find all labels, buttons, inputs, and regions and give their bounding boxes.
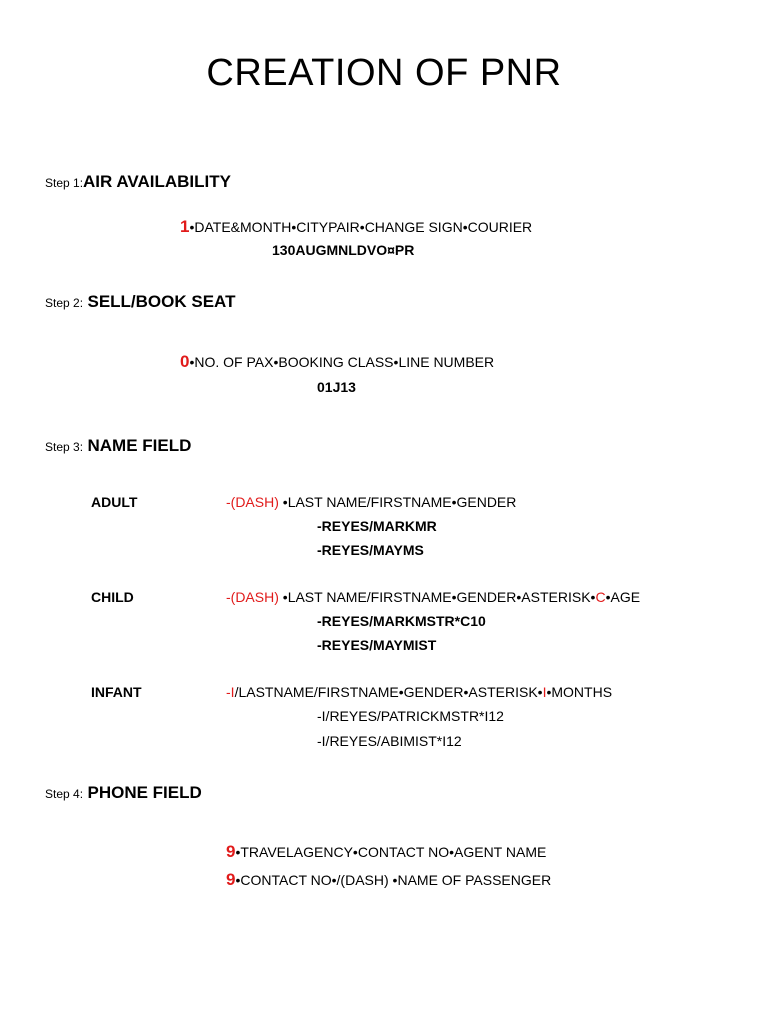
step-2-heading <box>45 292 235 312</box>
step-4-heading <box>45 783 202 803</box>
infant-example: -I/REYES/ABIMIST*I12 <box>317 733 462 749</box>
adult-example: -REYES/MARKMR <box>317 518 437 534</box>
step-1-example: 130AUGMNLDVO¤PR <box>272 242 415 258</box>
command-code: 9 <box>226 842 236 861</box>
child-example: -REYES/MARKMSTR*C10 <box>317 613 486 629</box>
months-code: I <box>542 684 547 700</box>
adult-format: -(DASH) •LAST NAME/FIRSTNAME•GENDER <box>226 494 517 510</box>
step-2-format: 0•NO. OF PAX•BOOKING CLASS•LINE NUMBER <box>180 352 495 371</box>
child-example: -REYES/MAYMIST <box>317 637 437 653</box>
page-title: CREATION OF PNR <box>206 52 562 94</box>
step-name: NAME FIELD <box>87 436 192 455</box>
step-prefix: Step 3: <box>45 440 84 454</box>
phone-format-agency: 9•TRAVELAGENCY•CONTACT NO•AGENT NAME <box>226 842 547 861</box>
command-code: -I <box>226 684 235 700</box>
step-1-heading <box>45 172 231 192</box>
step-name: AIR AVAILABILITY <box>83 172 231 191</box>
step-prefix: Step 4: <box>45 787 84 801</box>
step-2-example: 01J13 <box>317 379 356 395</box>
step-3-heading <box>45 436 191 456</box>
step-name: PHONE FIELD <box>87 783 202 802</box>
adult-example: -REYES/MAYMS <box>317 542 424 558</box>
child-label: CHILD <box>91 589 134 605</box>
step-1-format: 1•DATE&MONTH•CITYPAIR•CHANGE SIGN•COURIER <box>180 217 533 236</box>
phone-format-passenger: 9•CONTACT NO•/(DASH) •NAME OF PASSENGER <box>226 870 552 889</box>
command-code: 9 <box>226 870 236 889</box>
command-code: 0 <box>180 352 190 371</box>
step-name: SELL/BOOK SEAT <box>87 292 236 311</box>
command-code: -(DASH) <box>226 494 283 510</box>
command-code: 1 <box>180 217 190 236</box>
command-code: -(DASH) <box>226 589 283 605</box>
adult-label: ADULT <box>91 494 138 510</box>
step-prefix: Step 2: <box>45 296 84 310</box>
infant-label: INFANT <box>91 684 142 700</box>
infant-format: -I/LASTNAME/FIRSTNAME•GENDER•ASTERISK•I•MONTHS <box>226 684 613 700</box>
child-format: -(DASH) •LAST NAME/FIRSTNAME•GENDER•ASTERISK•C•AGE <box>226 589 641 605</box>
infant-example: -I/REYES/PATRICKMSTR*I12 <box>317 708 504 724</box>
step-prefix: Step 1: <box>45 176 84 190</box>
age-code: C <box>595 589 606 605</box>
